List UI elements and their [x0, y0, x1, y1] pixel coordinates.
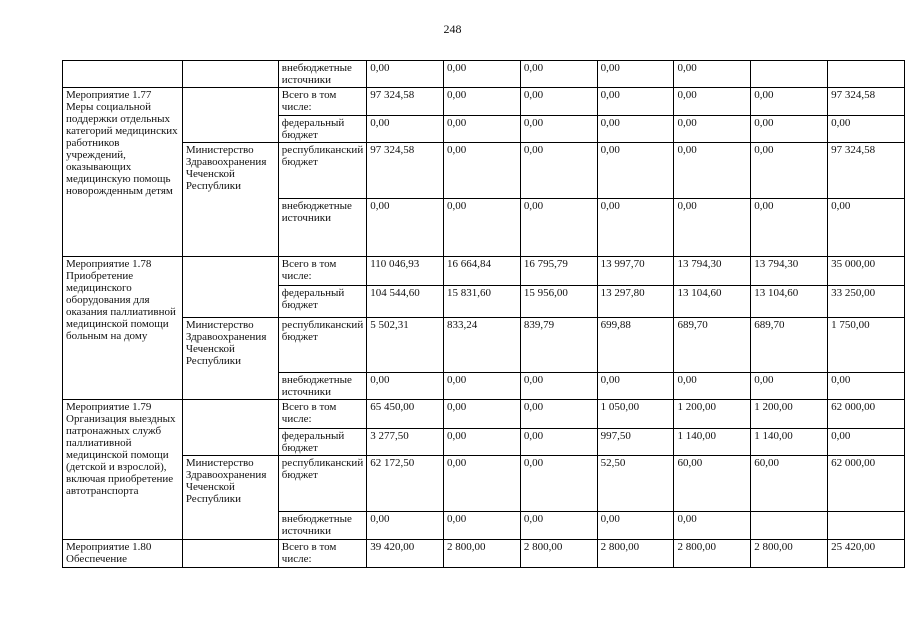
value-cell: 2 800,00 [444, 540, 521, 568]
source-cell: внебюджетные источники [278, 373, 366, 400]
value-cell: 833,24 [444, 318, 521, 373]
source-cell: внебюджетные источники [278, 61, 366, 88]
value-cell: 0,00 [520, 456, 597, 512]
value-cell [828, 61, 905, 88]
value-cell: 0,00 [597, 373, 674, 400]
value-cell: 0,00 [674, 512, 751, 540]
value-cell: 0,00 [751, 199, 828, 257]
event-cell: Мероприятие 1.78 Приобретение медицинского оборудования для оказания паллиативной медицинской помощи больным на дому [63, 257, 183, 400]
executor-cell [182, 61, 278, 88]
value-cell: 2 800,00 [520, 540, 597, 568]
value-cell: 15 831,60 [444, 286, 521, 318]
value-cell: 1 200,00 [751, 400, 828, 429]
value-cell: 699,88 [597, 318, 674, 373]
value-cell: 1 140,00 [674, 429, 751, 456]
event-cell [63, 61, 183, 88]
event-cell: Мероприятие 1.80 Обеспечение [63, 540, 183, 568]
executor-cell: Министерство Здравоохранения Чеченской Республики [182, 456, 278, 540]
value-cell: 13 104,60 [674, 286, 751, 318]
source-cell: федеральный бюджет [278, 429, 366, 456]
source-cell: Всего в том числе: [278, 540, 366, 568]
source-cell: Всего в том числе: [278, 257, 366, 286]
value-cell: 13 794,30 [751, 257, 828, 286]
source-cell: республиканский бюджет [278, 456, 366, 512]
source-cell: Всего в том числе: [278, 88, 366, 116]
value-cell: 0,00 [520, 143, 597, 199]
source-cell: внебюджетные источники [278, 199, 366, 257]
source-cell: республиканский бюджет [278, 143, 366, 199]
value-cell: 0,00 [674, 143, 751, 199]
value-cell: 0,00 [367, 373, 444, 400]
value-cell: 0,00 [674, 88, 751, 116]
source-cell: федеральный бюджет [278, 116, 366, 143]
executor-cell [182, 88, 278, 143]
value-cell: 0,00 [674, 61, 751, 88]
value-cell: 5 502,31 [367, 318, 444, 373]
value-cell: 0,00 [597, 143, 674, 199]
value-cell: 15 956,00 [520, 286, 597, 318]
value-cell: 104 544,60 [367, 286, 444, 318]
value-cell: 0,00 [520, 400, 597, 429]
value-cell: 0,00 [674, 116, 751, 143]
value-cell: 97 324,58 [828, 143, 905, 199]
value-cell: 2 800,00 [674, 540, 751, 568]
value-cell: 16 664,84 [444, 257, 521, 286]
executor-cell: Министерство Здравоохранения Чеченской Республики [182, 143, 278, 257]
table-row [63, 540, 905, 568]
table-row [63, 318, 905, 373]
value-cell: 0,00 [751, 373, 828, 400]
value-cell: 0,00 [751, 88, 828, 116]
value-cell: 997,50 [597, 429, 674, 456]
source-cell: федеральный бюджет [278, 286, 366, 318]
value-cell [828, 512, 905, 540]
value-cell: 16 795,79 [520, 257, 597, 286]
value-cell: 0,00 [828, 429, 905, 456]
value-cell: 52,50 [597, 456, 674, 512]
value-cell: 65 450,00 [367, 400, 444, 429]
value-cell: 0,00 [520, 88, 597, 116]
value-cell: 0,00 [520, 373, 597, 400]
value-cell: 2 800,00 [751, 540, 828, 568]
value-cell: 689,70 [674, 318, 751, 373]
value-cell: 0,00 [444, 199, 521, 257]
value-cell: 0,00 [367, 512, 444, 540]
budget-table-body [63, 61, 905, 568]
executor-cell [182, 257, 278, 318]
value-cell: 62 172,50 [367, 456, 444, 512]
value-cell: 97 324,58 [367, 143, 444, 199]
table-row [63, 456, 905, 512]
value-cell: 0,00 [444, 456, 521, 512]
value-cell: 0,00 [597, 61, 674, 88]
value-cell: 1 140,00 [751, 429, 828, 456]
value-cell: 0,00 [444, 61, 521, 88]
source-cell: внебюджетные источники [278, 512, 366, 540]
value-cell [751, 61, 828, 88]
value-cell: 13 104,60 [751, 286, 828, 318]
value-cell: 0,00 [444, 116, 521, 143]
source-cell: республиканский бюджет [278, 318, 366, 373]
value-cell: 62 000,00 [828, 400, 905, 429]
value-cell: 97 324,58 [367, 88, 444, 116]
value-cell: 0,00 [751, 143, 828, 199]
table-row [63, 88, 905, 116]
value-cell: 0,00 [751, 116, 828, 143]
value-cell: 2 800,00 [597, 540, 674, 568]
value-cell: 39 420,00 [367, 540, 444, 568]
value-cell: 110 046,93 [367, 257, 444, 286]
value-cell: 97 324,58 [828, 88, 905, 116]
value-cell: 0,00 [597, 512, 674, 540]
value-cell: 13 997,70 [597, 257, 674, 286]
value-cell: 0,00 [520, 116, 597, 143]
value-cell: 0,00 [367, 199, 444, 257]
value-cell: 0,00 [597, 116, 674, 143]
executor-cell [182, 540, 278, 568]
value-cell: 0,00 [444, 373, 521, 400]
value-cell: 0,00 [444, 143, 521, 199]
value-cell: 13 794,30 [674, 257, 751, 286]
executor-cell: Министерство Здравоохранения Чеченской Республики [182, 318, 278, 400]
value-cell [751, 512, 828, 540]
page-number: 248 [443, 22, 462, 36]
value-cell: 0,00 [367, 116, 444, 143]
value-cell: 0,00 [674, 373, 751, 400]
value-cell: 0,00 [444, 88, 521, 116]
value-cell: 1 200,00 [674, 400, 751, 429]
value-cell: 3 277,50 [367, 429, 444, 456]
event-cell: Мероприятие 1.79 Организация выездных патронажных служб паллиативной медицинской помощи (детской и взрослой), включая приобретение автотранспорта [63, 400, 183, 540]
value-cell: 0,00 [520, 429, 597, 456]
value-cell: 0,00 [367, 61, 444, 88]
value-cell: 0,00 [597, 88, 674, 116]
value-cell: 0,00 [520, 61, 597, 88]
value-cell: 0,00 [444, 400, 521, 429]
value-cell: 60,00 [751, 456, 828, 512]
value-cell: 0,00 [597, 199, 674, 257]
value-cell: 60,00 [674, 456, 751, 512]
value-cell: 0,00 [520, 199, 597, 257]
event-cell: Мероприятие 1.77 Меры социальной поддержки отдельных категорий медицинских работников учреждений, оказывающих медицинскую помощь новорожденным детям [63, 88, 183, 257]
value-cell: 25 420,00 [828, 540, 905, 568]
source-cell: Всего в том числе: [278, 400, 366, 429]
table-row [63, 143, 905, 199]
value-cell: 0,00 [828, 199, 905, 257]
value-cell: 0,00 [828, 373, 905, 400]
value-cell: 1 050,00 [597, 400, 674, 429]
value-cell: 0,00 [520, 512, 597, 540]
budget-table [62, 60, 905, 568]
value-cell: 689,70 [751, 318, 828, 373]
value-cell: 33 250,00 [828, 286, 905, 318]
table-row [63, 257, 905, 286]
value-cell: 839,79 [520, 318, 597, 373]
table-row [63, 61, 905, 88]
value-cell: 1 750,00 [828, 318, 905, 373]
value-cell: 35 000,00 [828, 257, 905, 286]
value-cell: 0,00 [444, 512, 521, 540]
executor-cell [182, 400, 278, 456]
table-row [63, 400, 905, 429]
value-cell: 0,00 [674, 199, 751, 257]
value-cell: 0,00 [828, 116, 905, 143]
value-cell: 62 000,00 [828, 456, 905, 512]
value-cell: 0,00 [444, 429, 521, 456]
value-cell: 13 297,80 [597, 286, 674, 318]
